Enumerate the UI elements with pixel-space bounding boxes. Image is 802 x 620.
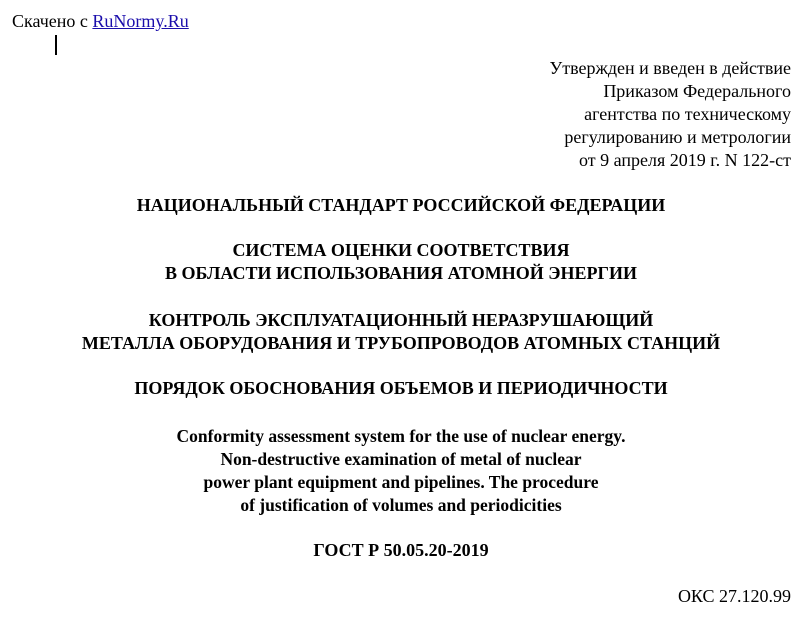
- standard-heading: [0, 194, 802, 217]
- procedure-heading-text: ПОРЯДОК ОБОСНОВАНИЯ ОБЪЕМОВ И ПЕРИОДИЧНОСТИ: [134, 378, 668, 398]
- approval-line: агентства по техническому: [584, 104, 791, 124]
- english-title-line: power plant equipment and pipelines. The procedure: [203, 472, 599, 492]
- oks-code: ОКС 27.120.99: [677, 586, 791, 606]
- gost-number-text: ГОСТ Р 50.05.20-2019: [313, 540, 489, 560]
- approval-line: регулированию и метрологии: [564, 127, 791, 147]
- text-cursor: [55, 35, 57, 55]
- approval-block: [451, 57, 791, 172]
- procedure-heading: [0, 377, 802, 400]
- system-heading: [0, 239, 802, 285]
- approval-line: Утвержден и введен в действие: [549, 58, 791, 78]
- source-line: [12, 10, 189, 32]
- standard-heading-text: НАЦИОНАЛЬНЫЙ СТАНДАРТ РОССИЙСКОЙ ФЕДЕРАЦИИ: [136, 195, 666, 215]
- control-heading-line: МЕТАЛЛА ОБОРУДОВАНИЯ И ТРУБОПРОВОДОВ АТОМНЫХ СТАНЦИЙ: [81, 333, 721, 353]
- gost-number: [0, 539, 802, 562]
- english-title-line: Conformity assessment system for the use of nuclear energy.: [176, 426, 626, 446]
- system-heading-line: СИСТЕМА ОЦЕНКИ СООТВЕТСТВИЯ: [232, 240, 570, 260]
- control-heading-line: КОНТРОЛЬ ЭКСПЛУАТАЦИОННЫЙ НЕРАЗРУШАЮЩИЙ: [148, 310, 654, 330]
- english-title-line: Non-destructive examination of metal of nuclear: [220, 449, 582, 469]
- approval-line: Приказом Федерального: [603, 81, 791, 101]
- approval-line: от 9 апреля 2019 г. N 122-ст: [579, 150, 791, 170]
- english-title-line: of justification of volumes and periodicities: [240, 495, 562, 515]
- control-heading: [0, 309, 802, 355]
- system-heading-line: В ОБЛАСТИ ИСПОЛЬЗОВАНИЯ АТОМНОЙ ЭНЕРГИИ: [165, 263, 637, 283]
- english-title: [0, 425, 802, 517]
- source-link[interactable]: RuNormy.Ru: [92, 11, 189, 31]
- source-prefix: Скачено с: [12, 11, 88, 31]
